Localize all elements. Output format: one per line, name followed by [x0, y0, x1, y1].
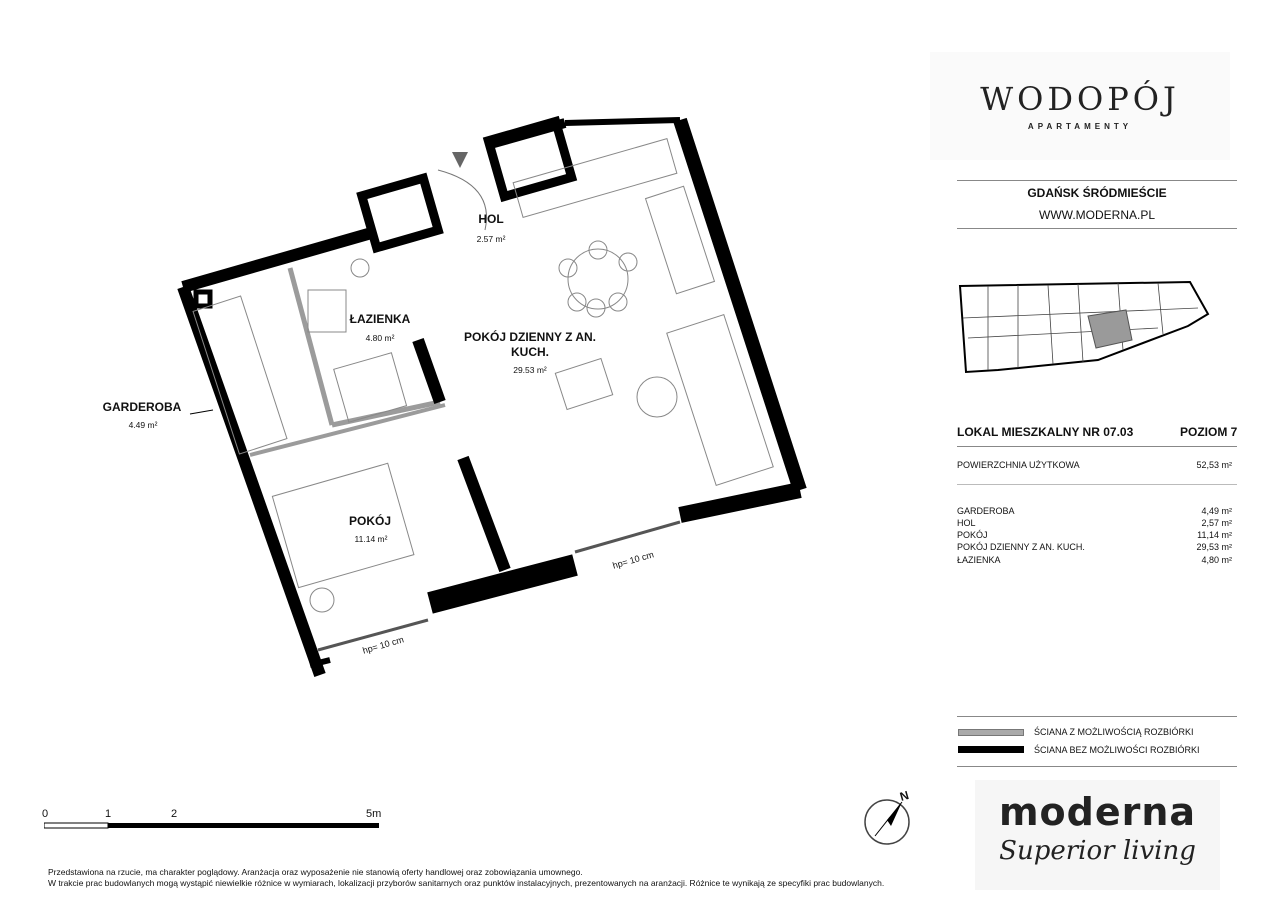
wall-bathroom-east — [418, 340, 440, 402]
wardrobe — [193, 296, 287, 454]
website-link[interactable]: WWW.MODERNA.PL — [1039, 208, 1155, 222]
divider — [957, 228, 1237, 229]
outer-wall-south-right — [680, 490, 800, 515]
table-row-label: POKÓJ DZIENNY Z AN. KUCH. — [957, 542, 1085, 552]
scale-bar — [44, 822, 384, 830]
outer-wall-north-left — [183, 232, 375, 287]
room-dzienny-area: 29.53 m² — [513, 365, 547, 375]
brand-title: WODOPÓJ — [980, 80, 1180, 118]
table-row-value: 2,57 m² — [1201, 518, 1232, 528]
scale-label-5: 5m — [366, 808, 382, 820]
footer-line-1: Przedstawiona na rzucie, ma charakter poglądowy. Aranżacja oraz wyposażenie nie stanowią oferty handlowej oraz zobowiązania umownego. — [48, 867, 583, 877]
table-row-label: GARDEROBA — [957, 506, 1015, 516]
divider — [957, 446, 1237, 447]
room-lazienka-area: 4.80 m² — [365, 333, 395, 343]
apartment-walls — [183, 120, 800, 675]
divider — [957, 180, 1237, 181]
scale-label-0: 0 — [42, 808, 49, 820]
kitchen-counter — [513, 139, 677, 218]
room-dzienny-name-1: POKÓJ DZIENNY Z AN. — [463, 330, 597, 344]
table-row-value: 29,53 m² — [1196, 542, 1232, 552]
table-row-label: HOL — [957, 518, 976, 528]
building-key-plan — [958, 278, 1212, 378]
outer-wall-north-right — [565, 120, 680, 123]
unit-level: POZIOM 7 — [1180, 425, 1238, 439]
wall-bathroom-west — [290, 268, 332, 425]
unit-name: LOKAL MIESZKALNY NR 07.03 — [957, 425, 1134, 439]
room-garderoba-area: 4.49 m² — [128, 420, 158, 430]
legend-swatch-removable — [958, 729, 1024, 736]
room-dzienny-name-2: KUCH. — [511, 345, 549, 359]
compass-icon — [860, 790, 920, 850]
table-row-label: POKÓJ — [957, 530, 988, 540]
divider — [957, 484, 1237, 485]
table-row-value: 4,49 m² — [1201, 506, 1232, 516]
shaft-right — [488, 121, 571, 196]
brand-subtitle: APARTAMENTY — [1027, 122, 1133, 131]
toilet — [351, 259, 369, 277]
wall-pokoj-east — [463, 458, 505, 570]
moderna-wordmark: moderna — [998, 790, 1197, 834]
divider — [957, 766, 1237, 767]
hp-label-pokoj: hp= 10 cm — [361, 634, 405, 656]
small-column — [196, 292, 210, 306]
compass-north-label: N — [898, 788, 911, 804]
room-pokoj-name: POKÓJ — [348, 514, 391, 528]
table-row-value: 11,14 m² — [1197, 530, 1232, 540]
legend-permanent-label: ŚCIANA BEZ MOŻLIWOŚCI ROZBIÓRKI — [1034, 745, 1200, 755]
hp-label-living: hp= 10 cm — [611, 549, 655, 571]
dining-table — [568, 249, 628, 309]
room-pokoj-area: 11.14 m² — [354, 534, 388, 544]
wall-pokoj-north — [250, 405, 445, 455]
entry-arrow — [452, 152, 468, 168]
footer-line-2: W trakcie prac budowlanych mogą wystąpić niewielkie różnice w wymiarach, lokalizacji przyborów sanitarnych oraz punktów instalacyjnych, prezentowanych na aranżacji. Różnice te wynikają ze specyfiki prac budowlanych. — [48, 878, 885, 888]
room-garderoba-name: GARDEROBA — [102, 400, 182, 414]
table-row-label: ŁAZIENKA — [957, 555, 1001, 565]
city-label: GDAŃSK ŚRÓDMIEŚCIE — [1027, 186, 1167, 200]
wodopoj-logo — [930, 52, 1230, 160]
moderna-logo — [975, 780, 1220, 890]
room-hol-name: HOL — [478, 212, 504, 226]
window-living — [575, 522, 680, 552]
legend-swatch-permanent — [958, 746, 1024, 753]
shaft-left — [362, 178, 438, 248]
usable-area-label: POWIERZCHNIA UŻYTKOWA — [957, 460, 1080, 470]
outer-wall-east — [680, 120, 800, 490]
legend-removable-label: ŚCIANA Z MOŻLIWOŚCIĄ ROZBIÓRKI — [1034, 727, 1194, 737]
room-hol-area: 2.57 m² — [476, 234, 506, 244]
table-row-value: 4,80 m² — [1201, 555, 1232, 565]
moderna-tagline: Superior living — [999, 836, 1196, 866]
usable-area-value: 52,53 m² — [1196, 460, 1232, 470]
armchair — [555, 359, 612, 410]
scale-label-2: 2 — [171, 808, 178, 820]
divider — [957, 716, 1237, 717]
room-lazienka-name: ŁAZIENKA — [349, 312, 411, 326]
scale-label-1: 1 — [105, 808, 112, 820]
coffee-table — [637, 377, 677, 417]
